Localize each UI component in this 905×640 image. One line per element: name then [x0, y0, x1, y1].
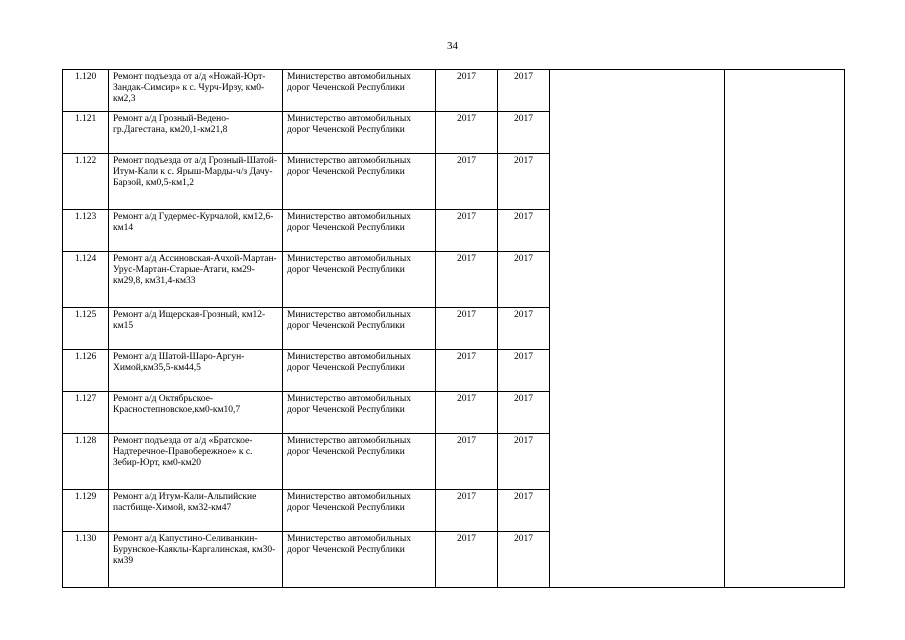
- empty-column-a: [550, 70, 725, 588]
- start-year: 2017: [436, 252, 498, 308]
- start-year: 2017: [436, 210, 498, 252]
- start-year: 2017: [436, 112, 498, 154]
- start-year: 2017: [436, 308, 498, 350]
- work-description: Ремонт подъезда от а/д «Братское-Надтеречное-Правобережное» к с. Зебир-Юрт, км0-км20: [109, 434, 283, 490]
- responsible-organization: Министерство автомобильных дорог Чеченской Республики: [283, 154, 436, 210]
- end-year: 2017: [498, 434, 550, 490]
- start-year: 2017: [436, 392, 498, 434]
- responsible-organization: Министерство автомобильных дорог Чеченской Республики: [283, 210, 436, 252]
- responsible-organization: Министерство автомобильных дорог Чеченской Республики: [283, 252, 436, 308]
- start-year: 2017: [436, 350, 498, 392]
- end-year: 2017: [498, 532, 550, 588]
- page-number: 34: [447, 40, 458, 52]
- responsible-organization: Министерство автомобильных дорог Чеченской Республики: [283, 490, 436, 532]
- start-year: 2017: [436, 434, 498, 490]
- work-description: Ремонт а/д Гудермес-Курчалой, км12,6-км14: [109, 210, 283, 252]
- end-year: 2017: [498, 392, 550, 434]
- row-number: 1.126: [63, 350, 109, 392]
- work-description: Ремонт подъезда от а/д «Ножай-Юрт-Зандак-Симсир» к с. Чурч-Ирзу, км0-км2,3: [109, 70, 283, 112]
- work-description: Ремонт а/д Грозный-Ведено-гр.Дагестана, км20,1-км21,8: [109, 112, 283, 154]
- work-description: Ремонт подъезда от а/д Грозный-Шатой-Итум-Кали к с. Ярыш-Марды-ч/з Дачу-Барзой, км0,5-км1,2: [109, 154, 283, 210]
- end-year: 2017: [498, 210, 550, 252]
- work-description: Ремонт а/д Капустино-Селиванкин-Бурунское-Каяклы-Каргалинская, км30-км39: [109, 532, 283, 588]
- row-number: 1.124: [63, 252, 109, 308]
- row-number: 1.120: [63, 70, 109, 112]
- work-description: Ремонт а/д Октябрьское-Красностепновское,км0-км10,7: [109, 392, 283, 434]
- responsible-organization: Министерство автомобильных дорог Чеченской Республики: [283, 434, 436, 490]
- row-number: 1.127: [63, 392, 109, 434]
- document-table: [62, 69, 845, 588]
- empty-column-b: [725, 70, 845, 588]
- responsible-organization: Министерство автомобильных дорог Чеченской Республики: [283, 70, 436, 112]
- responsible-organization: Министерство автомобильных дорог Чеченской Республики: [283, 112, 436, 154]
- responsible-organization: Министерство автомобильных дорог Чеченской Республики: [283, 350, 436, 392]
- responsible-organization: Министерство автомобильных дорог Чеченской Республики: [283, 532, 436, 588]
- responsible-organization: Министерство автомобильных дорог Чеченской Республики: [283, 308, 436, 350]
- work-description: Ремонт а/д Ассиновская-Ачхой-Мартан-Урус-Мартан-Старые-Атаги, км29-км29,8, км31,4-км33: [109, 252, 283, 308]
- row-number: 1.128: [63, 434, 109, 490]
- row-number: 1.122: [63, 154, 109, 210]
- row-number: 1.121: [63, 112, 109, 154]
- end-year: 2017: [498, 252, 550, 308]
- end-year: 2017: [498, 154, 550, 210]
- table-row: [63, 70, 845, 112]
- start-year: 2017: [436, 154, 498, 210]
- end-year: 2017: [498, 70, 550, 112]
- responsible-organization: Министерство автомобильных дорог Чеченской Республики: [283, 392, 436, 434]
- start-year: 2017: [436, 490, 498, 532]
- row-number: 1.130: [63, 532, 109, 588]
- work-description: Ремонт а/д Шатой-Шаро-Аргун-Химой,км35,5-км44,5: [109, 350, 283, 392]
- end-year: 2017: [498, 490, 550, 532]
- table-body: [63, 70, 845, 588]
- end-year: 2017: [498, 350, 550, 392]
- end-year: 2017: [498, 112, 550, 154]
- work-description: Ремонт а/д Итум-Кали-Альпийские пастбище-Химой, км32-км47: [109, 490, 283, 532]
- start-year: 2017: [436, 532, 498, 588]
- row-number: 1.123: [63, 210, 109, 252]
- end-year: 2017: [498, 308, 550, 350]
- work-description: Ремонт а/д Ищерская-Грозный, км12-км15: [109, 308, 283, 350]
- row-number: 1.129: [63, 490, 109, 532]
- start-year: 2017: [436, 70, 498, 112]
- row-number: 1.125: [63, 308, 109, 350]
